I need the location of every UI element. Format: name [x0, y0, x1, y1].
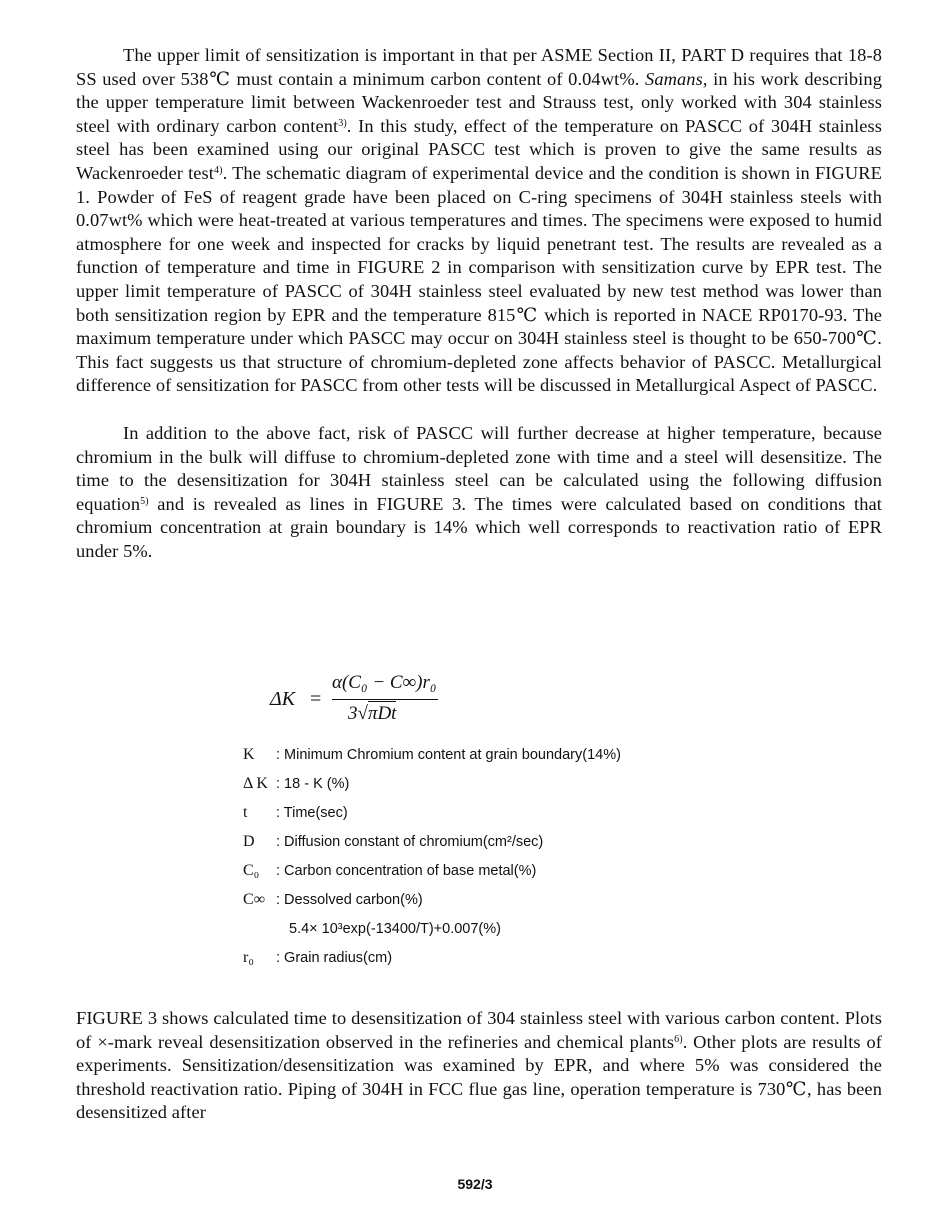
fraction-bar [332, 699, 438, 700]
citation-ref: 3) [338, 117, 347, 129]
body-text-bottom [76, 1007, 882, 1125]
definition-symbol: K [243, 746, 255, 763]
equation-numerator: α(C₀ − C∞)r₀ [332, 672, 437, 693]
text-run: , in his work describing the upper temperature limit between Wackenroeder test and Strauss test, only worked with 304 stainless steel with ordinary carbon content [76, 68, 882, 136]
page-number: 592/3 [457, 1176, 493, 1192]
text-run: The upper limit of sensitization is important in that per ASME Section II, PART D requires that 18-8 SS used over 538℃ must contain a minimum carbon content of 0.04wt%. [76, 45, 882, 89]
definition-text: : Diffusion constant of chromium(cm²/sec) [276, 834, 544, 850]
text-run: . Other plots are results of experiments. Sensitization/desensitization was examined by EPR, and where 5% was considered the threshold reactivation ratio. Piping of 304H in FCC flue gas line, operation temperature is 730℃, has been desensitized after [76, 1031, 883, 1123]
citation-ref: 4) [214, 164, 223, 176]
paragraph-1 [76, 44, 882, 398]
definition-formula: 5.4× 10³exp(-13400/T)+0.007(%) [289, 921, 501, 937]
text-run: In addition to the above fact, risk of PASCC will further decrease at higher temperature, because chromium in the bulk will diffuse to chromium-depleted zone with time and a steel will desensitize. The time to the desensitization for 304H stainless steel can be calculated using the following diffusion equation [76, 422, 882, 514]
definition-symbol: D [243, 833, 255, 850]
definition-symbol: C₀ [243, 862, 260, 879]
definition-text: : Grain radius(cm) [276, 950, 393, 966]
citation-ref: 6) [674, 1033, 683, 1045]
definition-text: : Carbon concentration of base metal(%) [276, 863, 537, 879]
text-run: . In this study, effect of the temperature on PASCC of 304H stainless steel has been examined using our original PASCC test which is proven to give the same results as Wackenroeder test [76, 115, 882, 183]
definition-text: : 18 - K (%) [276, 776, 350, 792]
equation-lhs: ΔK [270, 688, 296, 710]
definition-symbol: t [243, 804, 248, 821]
equation-denominator: 3√πDt [348, 703, 397, 724]
paragraph-2 [76, 422, 882, 564]
definition-text: : Minimum Chromium content at grain boundary(14%) [276, 747, 621, 763]
definition-symbol: C∞ [243, 891, 266, 908]
text-run: . The schematic diagram of experimental device and the condition is shown in FIGURE 1. Powder of FeS of reagent grade have been placed on C-ring specimens of 304H stainless steels with 0.07wt% which were heat-treated at various temperatures and times. The specimens were exposed to humid atmosphere for one week and inspected for cracks by liquid penetrant test. The results are revealed as a function of temperature and time in FIGURE 2 in comparison with sensitization curve by EPR test. The upper limit temperature of PASCC of 304H stainless steel evaluated by new test method was lower than both sensitization region by EPR and the temperature 815℃ which is reported in NACE RP0170-93. The maximum temperature under which PASCC may occur on 304H stainless steel is thought to be 650-700℃. This fact suggests us that structure of chromium-depleted zone affects behavior of PASCC. Metallurgical difference of sensitization for PASCC from other tests will be discussed in Metallurgical Aspect of PASCC. [76, 162, 882, 396]
equation-equals: = [310, 688, 322, 710]
paragraph-3 [76, 1007, 882, 1125]
definition-text: : Time(sec) [276, 805, 348, 821]
body-text-top [76, 44, 882, 563]
citation-ref: 5) [140, 495, 149, 507]
definition-symbol: Δ K [243, 775, 268, 792]
text-run: and is revealed as lines in FIGURE 3. The times were calculated based on conditions that chromium concentration at grain boundary is 14% which well corresponds to reactivation ratio of EPR under 5%. [76, 493, 882, 561]
text-run: FIGURE 3 shows calculated time to desensitization of 304 stainless steel with various carbon content. Plots of ×-mark reveal desensitization observed in the refineries and chemical plants [76, 1008, 882, 1052]
definition-symbol: r₀ [243, 949, 254, 966]
definition-text: : Dessolved carbon(%) [276, 892, 423, 908]
diffusion-equation [270, 672, 470, 732]
author-name: Samans [645, 68, 703, 89]
